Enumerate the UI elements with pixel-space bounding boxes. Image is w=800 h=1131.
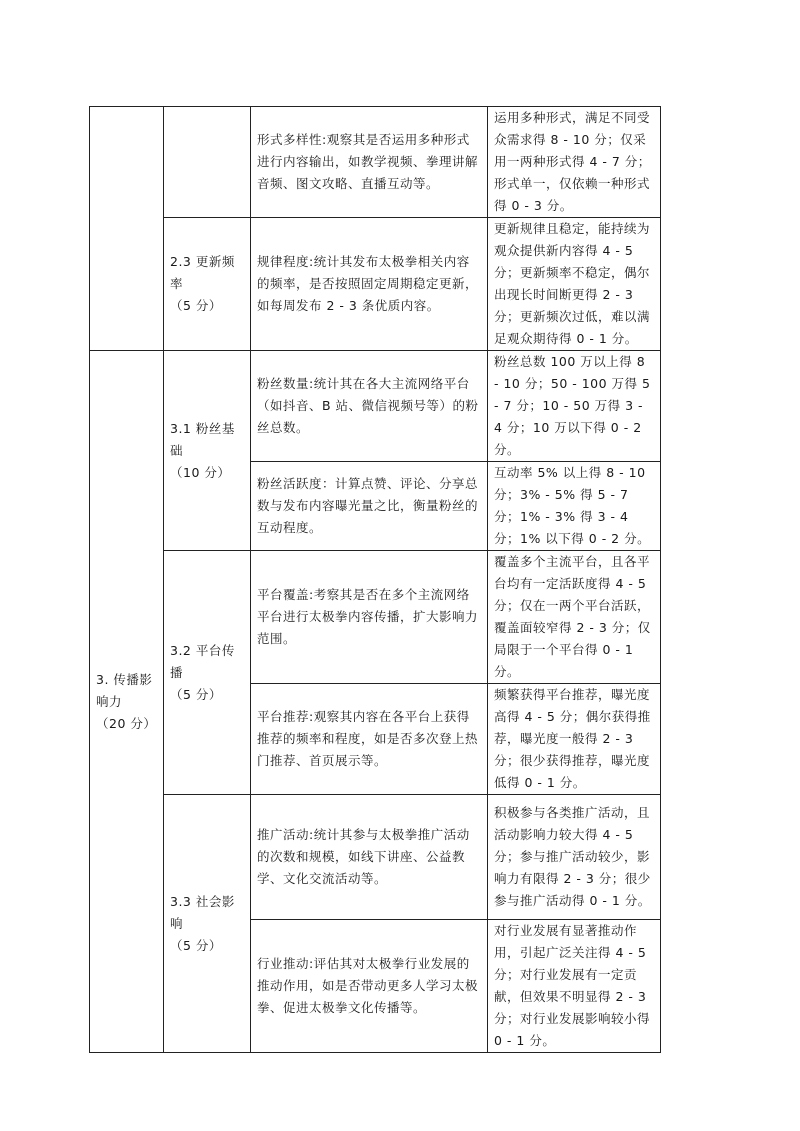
subcategory-code: 3.2 平台传 — [170, 642, 235, 658]
table-row — [90, 351, 661, 462]
category-points: （20 分） — [96, 715, 157, 731]
subcategory-name: 播 — [170, 664, 184, 680]
scoring-rule: 积极参与各类推广活动，且活动影响力较大得 4 - 5 分；参与推广活动较少，影响力有限得 2 - 3 分；很少参与推广活动得 0 - 1 分。 — [488, 795, 661, 920]
scoring-rule: 运用多种形式，满足不同受众需求得 8 - 10 分；仅采用一两种形式得 4 - 7 分；形式单一，仅依赖一种形式得 0 - 3 分。 — [488, 107, 661, 218]
category-name-cont: 响力 — [96, 693, 123, 709]
subcategory-cell — [164, 551, 251, 795]
scoring-rule: 互动率 5% 以上得 8 - 10 分；3% - 5% 得 5 - 7 分；1% - 3% 得 3 - 4 分；1% 以下得 0 - 2 分。 — [488, 462, 661, 551]
subcategory-cell — [164, 795, 251, 1053]
subcategory-points: （5 分） — [170, 298, 222, 313]
subcategory-points: （5 分） — [170, 937, 222, 953]
criterion-description: 推广活动:统计其参与太极拳推广活动的次数和规模，如线下讲座、公益教学、文化交流活动等。 — [251, 795, 488, 920]
scoring-rule: 对行业发展有显著推动作用，引起广泛关注得 4 - 5 分；对行业发展有一定贡献，但效果不明显得 2 - 3 分；对行业发展影响较小得 0 - 1 分。 — [488, 920, 661, 1053]
subcategory-cell — [164, 218, 251, 351]
subcategory-name: 响 — [170, 915, 184, 931]
subcategory-cell — [164, 351, 251, 551]
table-row — [90, 218, 661, 351]
category-name: 3. 传播影 — [96, 671, 153, 687]
subcategory-name: 率 — [170, 276, 184, 291]
table-row — [90, 107, 661, 218]
criterion-description: 粉丝活跃度：计算点赞、评论、分享总数与发布内容曝光量之比，衡量粉丝的互动程度。 — [251, 462, 488, 551]
scoring-rule: 覆盖多个主流平台，且各平台均有一定活跃度得 4 - 5 分；仅在一两个平台活跃，覆盖面较窄得 2 - 3 分；仅局限于一个平台得 0 - 1 分。 — [488, 551, 661, 684]
table-row — [90, 795, 661, 920]
category-cell — [90, 351, 164, 1053]
scoring-rule: 更新规律且稳定，能持续为观众提供新内容得 4 - 5 分；更新频率不稳定，偶尔出现长时间断更得 2 - 3 分；更新频次过低，难以满足观众期待得 0 - 1 分。 — [488, 218, 661, 351]
table-row — [90, 551, 661, 684]
subcategory-points: （10 分） — [170, 464, 231, 480]
subcategory-points: （5 分） — [170, 686, 222, 702]
category-cell-empty — [90, 107, 164, 351]
scoring-rule: 粉丝总数 100 万以上得 8 - 10 分；50 - 100 万得 5 - 7 分；10 - 50 万得 3 - 4 分；10 万以下得 0 - 2 分。 — [488, 351, 661, 462]
subcategory-code: 3.3 社会影 — [170, 893, 235, 909]
criterion-description: 行业推动:评估其对太极拳行业发展的推动作用，如是否带动更多人学习太极拳、促进太极拳文化传播等。 — [251, 920, 488, 1053]
subcategory-code: 2.3 更新频 — [170, 254, 235, 269]
evaluation-table — [89, 106, 661, 1053]
subcategory-code: 3.1 粉丝基 — [170, 420, 235, 436]
criterion-description: 形式多样性:观察其是否运用多种形式进行内容输出，如教学视频、拳理讲解音频、图文攻略、直播互动等。 — [251, 107, 488, 218]
criterion-description: 粉丝数量:统计其在各大主流网络平台（如抖音、B 站、微信视频号等）的粉丝总数。 — [251, 351, 488, 462]
subcategory-cell-empty — [164, 107, 251, 218]
subcategory-name: 础 — [170, 442, 184, 458]
criterion-description: 规律程度:统计其发布太极拳相关内容的频率，是否按照固定周期稳定更新，如每周发布 2 - 3 条优质内容。 — [251, 218, 488, 351]
scoring-rule: 频繁获得平台推荐，曝光度高得 4 - 5 分；偶尔获得推荐，曝光度一般得 2 - 3 分；很少获得推荐，曝光度低得 0 - 1 分。 — [488, 684, 661, 795]
criterion-description: 平台覆盖:考察其是否在多个主流网络平台进行太极拳内容传播，扩大影响力范围。 — [251, 551, 488, 684]
criterion-description: 平台推荐:观察其内容在各平台上获得推荐的频率和程度，如是否多次登上热门推荐、首页展示等。 — [251, 684, 488, 795]
